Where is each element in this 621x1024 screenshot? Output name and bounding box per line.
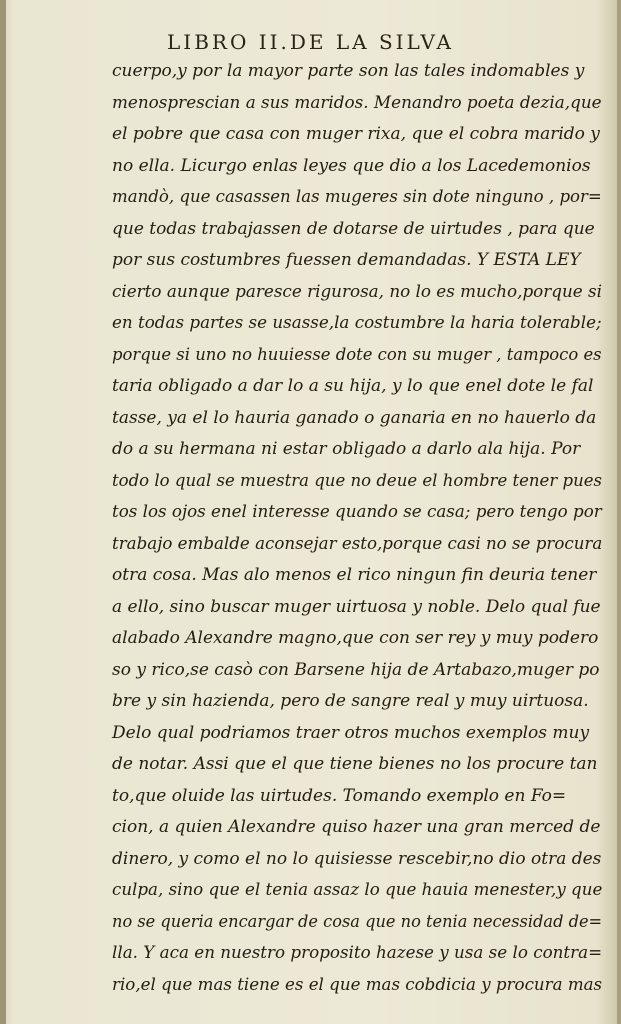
text-line: tos los ojos enel interesse quando se casa; pero tengo por [112,502,602,522]
text-line: trabajo embalde aconsejar esto,porque casi no se procura [112,533,603,554]
text-line: cierto aunque paresce rigurosa, no lo es mucho,porque si [112,281,603,302]
text-line: de notar. Assi que el que tiene bienes no los procure tan [112,754,598,774]
text-line: Delo qual podriamos traer otros muchos exemplos muy [112,722,590,743]
text-line: porque si uno no huuiesse dote con su muger , tampoco es [112,344,602,365]
text-line: por sus costumbres fuessen demandadas. Y ESTA LEY [112,250,581,270]
text-line: en todas partes se usasse,la costumbre la haria tolerable; [112,313,602,333]
text-line: todo lo qual se muestra que no deue el hombre tener pues [112,470,602,491]
page-right-edge [617,0,621,1024]
text-line: no ella. Licurgo enlas leyes que dio a los Lacedemonios [112,155,591,176]
text-line: menosprescian a sus maridos. Menandro poeta dezia,que [112,92,602,113]
text-line: do a su hermana ni estar obligado a darlo ala hija. Por [112,439,581,459]
running-header: LIBRO II.DE LA SILVA [167,30,454,54]
text-line: alabado Alexandre magno,que con ser rey y muy podero [112,628,599,648]
text-line: culpa, sino que el tenia assaz lo que hauia menester,y que [112,880,603,900]
text-line: taria obligado a dar lo a su hija, y lo que enel dote le fal [112,376,594,396]
text-line: to,que oluide las uirtudes. Tomando exemplo en Fo= [112,785,567,806]
text-line: cuerpo,y por la mayor parte son las tales indomables y [112,61,585,81]
text-line: el pobre que casa con muger rixa, que el cobra marido y [112,124,600,144]
text-line: mandò, que casassen las mugeres sin dote ninguno , por= [112,187,602,207]
text-line: a ello, sino buscar muger uirtuosa y noble. Delo qual fue [112,596,601,617]
text-line: que todas trabajassen de dotarse de uirtudes , para que [112,218,595,239]
text-line: cion, a quien Alexandre quiso hazer una gran merced de [112,817,601,837]
text-line: lla. Y aca en nuestro proposito hazese y usa se lo contra= [112,943,603,963]
text-line: no se queria encargar de cosa que no tenia necessidad de= [112,911,603,932]
text-line: rio,el que mas tiene es el que mas cobdicia y procura mas [112,974,603,995]
text-line: dinero, y como el no lo quisiesse rescebir,no dio otra des [112,848,602,869]
text-line: otra cosa. Mas alo menos el rico ningun fin deuria tener [112,565,597,585]
text-line: so y rico,se casò con Barsene hija de Artabazo,muger po [112,659,600,680]
text-line: bre y sin hazienda, pero de sangre real y muy uirtuosa. [112,691,589,711]
page-left-edge [0,0,6,1024]
text-line: tasse, ya el lo hauria ganado o ganaria en no hauerlo da [112,407,597,428]
body-text-block [112,56,602,1001]
